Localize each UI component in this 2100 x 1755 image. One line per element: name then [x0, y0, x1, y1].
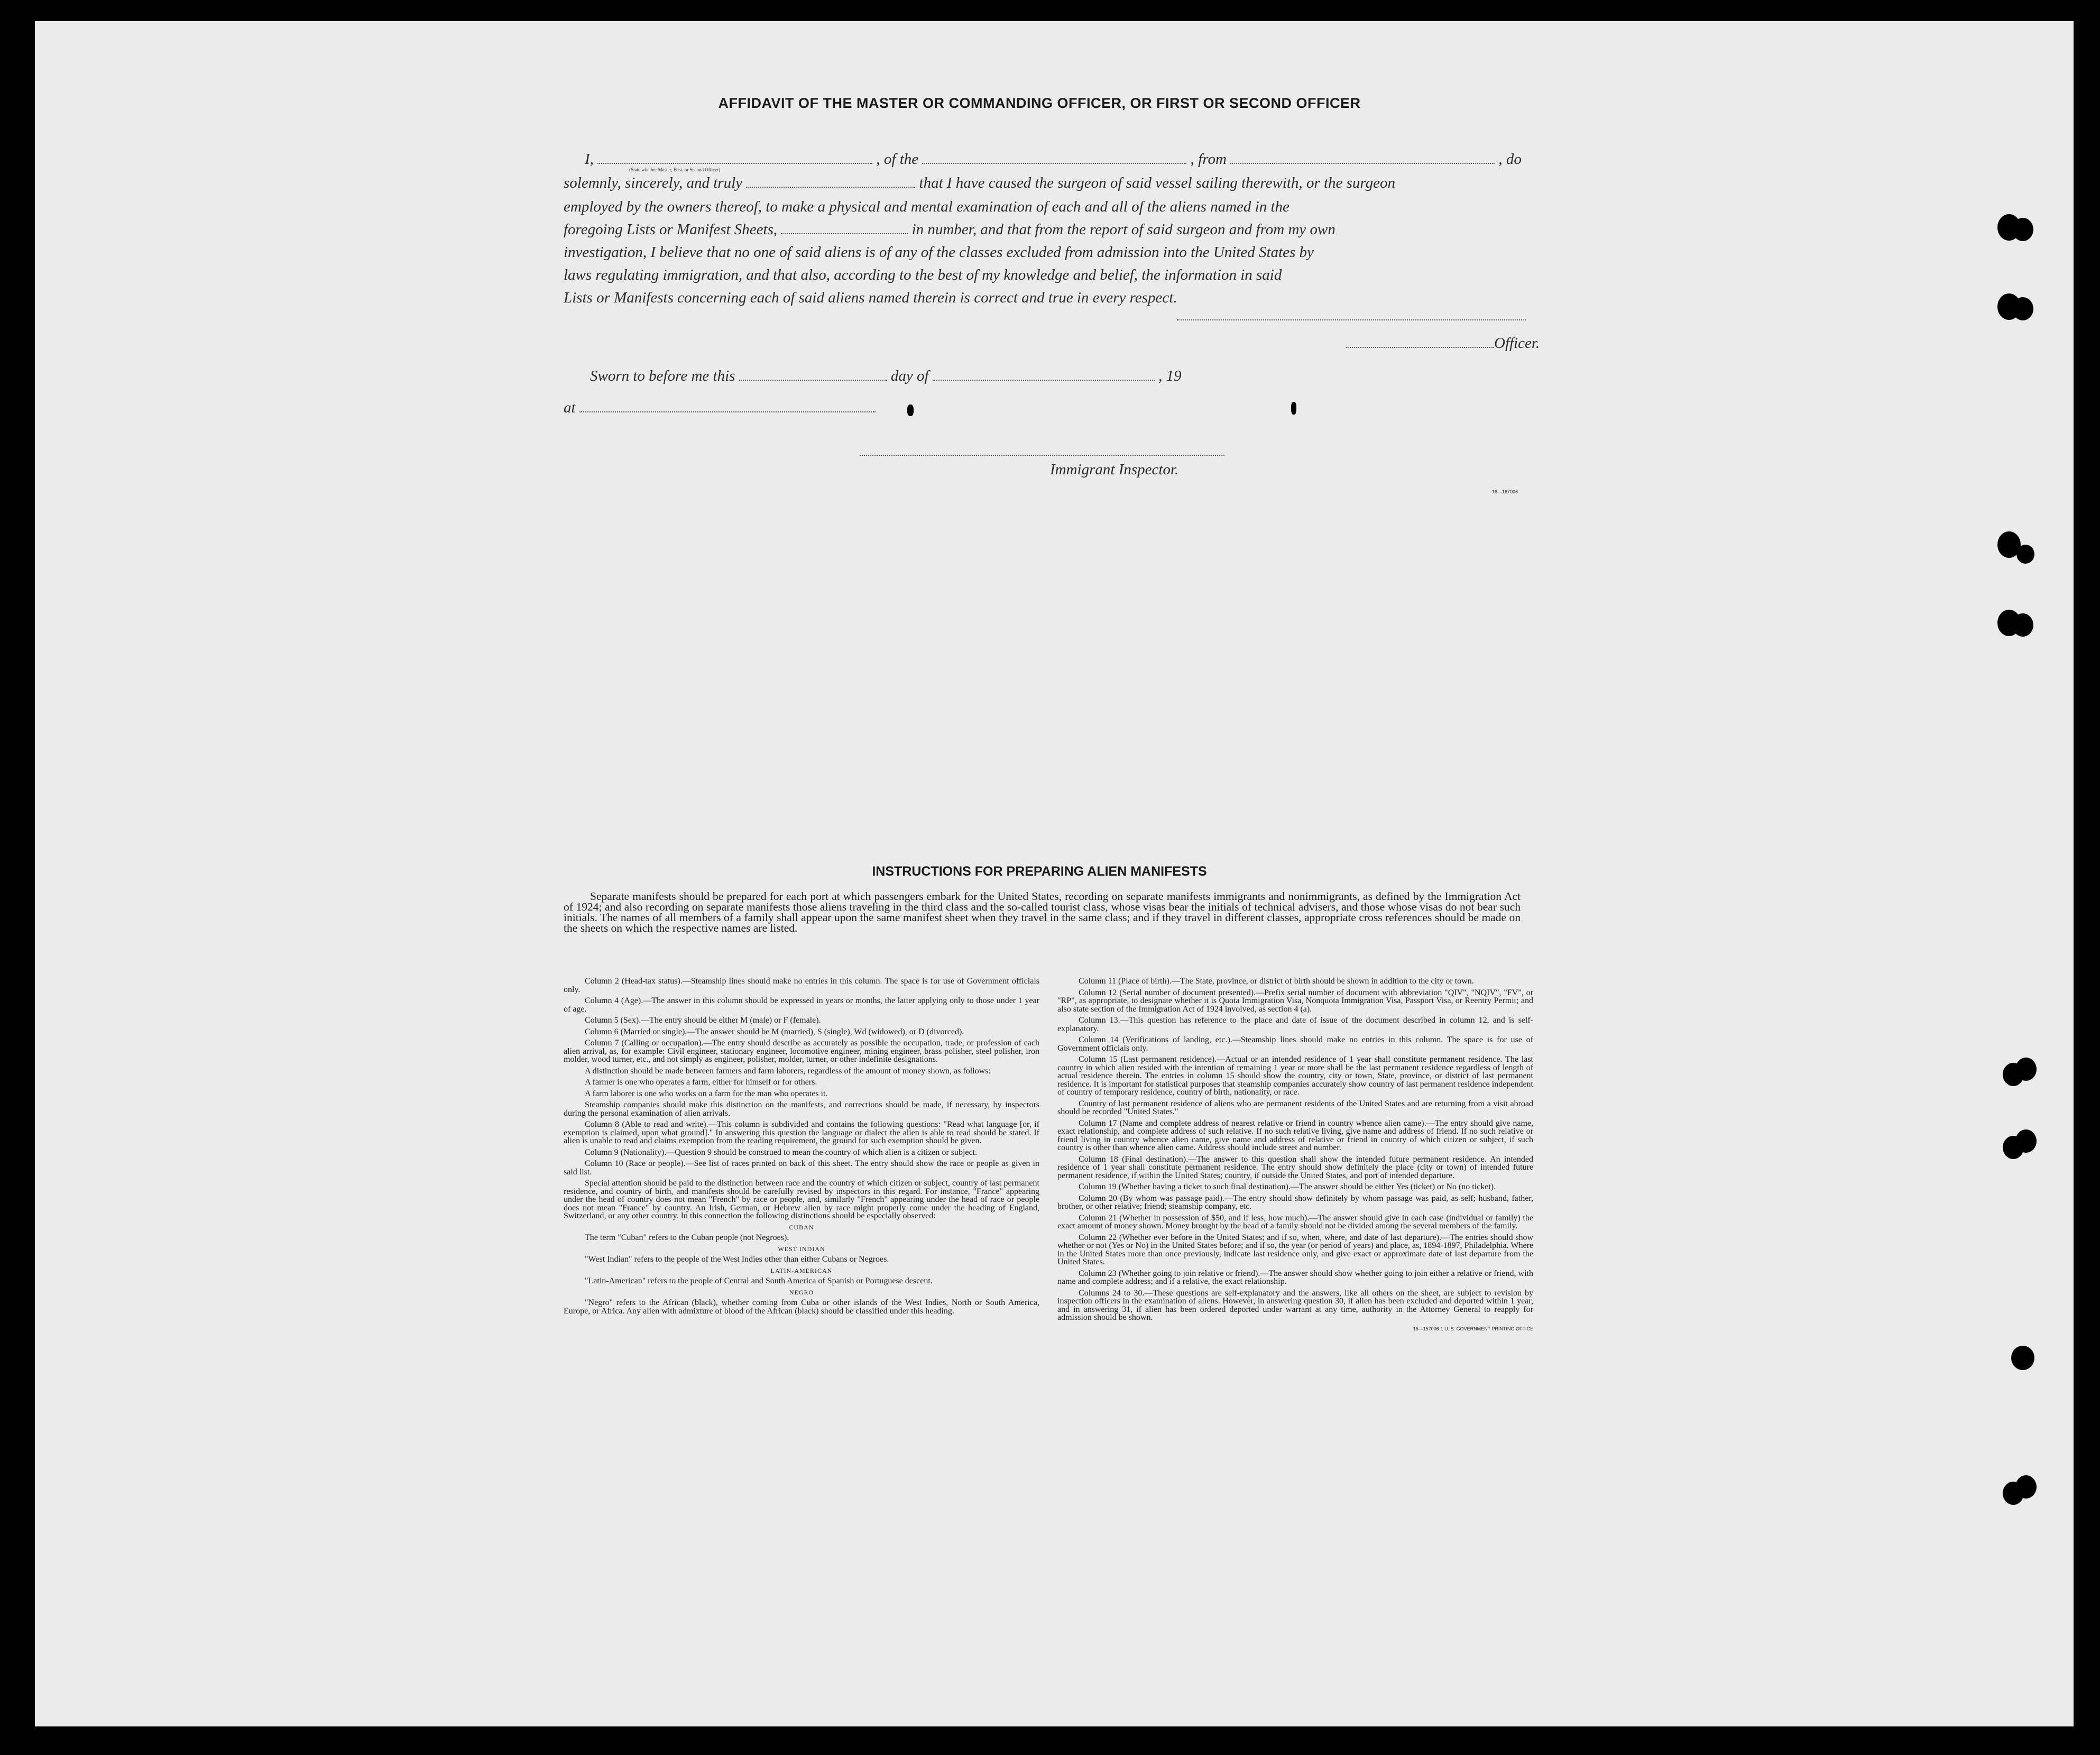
affidavit-do: , do [1498, 151, 1522, 168]
officer-label: Officer. [1494, 335, 1540, 352]
printer-imprint: 16—157006-1 U. S. GOVERNMENT PRINTING OFFICE [1413, 1326, 1533, 1331]
at-text: at [564, 399, 576, 416]
binding-hole [2011, 1346, 2034, 1370]
instructions-left-column [564, 977, 1039, 1318]
instruction-paragraph: Column 19 (Whether having a ticket to such final destination).—The answer should be either Yes (ticket) or No (no ticket). [1079, 1182, 1496, 1191]
cuban-definition: The term "Cuban" refers to the Cuban people (not Negroes). [585, 1233, 789, 1242]
instructions-right-column [1057, 977, 1533, 1336]
affidavit-i: I, [585, 151, 594, 168]
binding-hole [2012, 613, 2033, 637]
instruction-paragraph: Column 8 (Able to read and write).—This column is subdivided and contains the following questions: "Read what language [or, if exemption is claimed, upon what ground]." In answering this question the language or dialect the alien is able to read should be stated. If alien is unable to read and claims exemption from the reading requirement, the ground for such exemption should be given. [564, 1120, 1039, 1145]
ink-spot [1291, 402, 1296, 415]
instruction-paragraph: Column 2 (Head-tax status).—Steamship lines should make no entries in this column. The space is for use of Government officials only. [564, 977, 1039, 994]
instruction-paragraph: Column 17 (Name and complete address of nearest relative or friend in country whence alien came).—The entry should give name, exact relationship, and complete address of such relative. If no such relative living, give name and address of friend. If no such relative or friend living in country whence alien came, give name and address of relative or friend in country of which citizen or subject, if such country is other than whence alien came. Address should include street and number. [1057, 1118, 1533, 1152]
vessel-name-blank[interactable] [922, 162, 1186, 164]
instruction-paragraph: A farmer is one who operates a farm, either for himself or for others. [585, 1078, 817, 1087]
officer-signature-line[interactable] [1177, 319, 1526, 320]
affidavit-title: AFFIDAVIT OF THE MASTER OR COMMANDING OFFICER, OR FIRST OR SECOND OFFICER [718, 95, 1361, 111]
instruction-paragraph: A distinction should be made between farmers and farm laborers, regardless of the amount of money shown, as follows: [585, 1066, 991, 1076]
instruction-paragraph: Country of last permanent residence of aliens who are permanent residents of the United States and are returning from a visit abroad should be recorded "United States." [1057, 1099, 1533, 1116]
affidavit-text: that I have caused the surgeon of said vessel sailing therewith, or the surgeon [919, 174, 1396, 191]
affidavit-line-5: investigation, I believe that no one of said aliens is of any of the classes excluded from admission into the United States by [564, 244, 1314, 261]
negro-heading: NEGRO [789, 1288, 814, 1296]
instruction-paragraph: Column 21 (Whether in possession of $50, and if less, how much).—The answer should give in each case (individual or family) the exact amount of money shown. Money brought by the head of a family should not be divided among the several members of the family. [1057, 1213, 1533, 1230]
affidavit-line-1 [585, 151, 1522, 172]
at-line [564, 399, 876, 417]
instruction-paragraph: Special attention should be paid to the distinction between race and the country of which citizen or subject, country of last permanent residence, and country of birth, and manifests should be carefully revised by inspectors in this regard. For instance, "France" appearing under the head of country does not mean "French" by race or people, and, similarly "French" appearing under the head of race or people does not mean "France" by country. An Irish, German, or Hebrew alien by race might properly come under the heading of England, Switzerland, or any other country. In this connection the following distinctions should be especially observed: [564, 1179, 1039, 1220]
officer-line [1346, 335, 1540, 352]
sworn-month-blank[interactable] [933, 379, 1155, 381]
west-indian-definition: "West Indian" refers to the people of the West Indies other than either Cubans or Negroes. [585, 1255, 889, 1264]
inspector-label: Immigrant Inspector. [1050, 461, 1179, 478]
from-port-blank[interactable] [1230, 162, 1495, 164]
officer-blank[interactable] [1346, 346, 1494, 348]
instruction-paragraph: Column 12 (Serial number of document presented).—Prefix serial number of document with abbreviation "QIV", "NQIV", "FV", or "RP", as appropriate, to designate whether it is Quota Immigration Visa, Nonquota Immigration Visa, Passport Visa, or Reentry Permit; and also state section of the Immigration Act of 1924 involved, as section 4 (a). [1057, 988, 1533, 1014]
instruction-paragraph: Column 9 (Nationality).—Question 9 should be construed to mean the country of which alien is a citizen or subject. [585, 1147, 978, 1157]
instruction-paragraph: Steamship companies should make this distinction on the manifests, and corrections should be made, if necessary, by inspectors during the personal examination of alien arrivals. [564, 1100, 1039, 1118]
instruction-paragraph: Columns 24 to 30.—These questions are self-explanatory and the answers, like all others on the sheet, are subject to revision by inspection officers in the examination of aliens. However, in answering question 30, if alien has been excluded and deported within 1 year, and in answering 31, if alien has been ordered deported under warrant at any time, authority in the Attorney General to reapply for admission should be shown. [1057, 1288, 1533, 1322]
west-indian-heading: WEST INDIAN [778, 1245, 825, 1253]
binding-hole [2012, 218, 2033, 241]
day-of-text: day of [890, 367, 929, 384]
instruction-paragraph: Column 4 (Age).—The answer in this column should be expressed in years or months, the latter applying only to those under 1 year of age. [564, 996, 1039, 1014]
affidavit-line-7: Lists or Manifests concerning each of said aliens named therein is correct and true in every respect. [564, 289, 1177, 306]
instruction-paragraph: A farm laborer is one who works on a farm for the man who operates it. [585, 1089, 828, 1098]
instruction-paragraph: Column 14 (Verifications of landing, etc.).—Steamship lines should make no entries in this column. The space is for use of Government officials only. [1057, 1035, 1533, 1053]
cuban-heading: CUBAN [789, 1223, 814, 1231]
binding-hole [2016, 545, 2034, 564]
instruction-paragraph: Column 6 (Married or single).—The answer should be M (married), S (single), Wd (widowed), or D (divorced). [585, 1027, 964, 1036]
binding-hole [2015, 1058, 2037, 1081]
instruction-paragraph: Column 18 (Final destination).—The answer to this question shall show the intended future permanent residence. An intended residence of 1 year shall constitute permanent residence. The entry should show definitely the place (city or town) of intended future permanent residence, if within the United States; country, if outside the United States, and port of intended departure. [1057, 1154, 1533, 1180]
instructions-intro: Separate manifests should be prepared for each port at which passengers embark for the United States, recording on separate manifests immigrants and nonimmigrants, as defined by the Immigration Act of 1924; and also recording on separate manifests those aliens traveling in the third class and the so-called tourist class, whose visas bear the initials of technical advisers, and those whose visas do not bear such initials. The names of all members of a family shall appear upon the same manifest sheet when they travel in the same class; and if they travel in different classes, appropriate cross references should be made on the sheets on which the respective names are listed. [564, 890, 1521, 934]
year-text: , 19 [1158, 367, 1182, 384]
affidavit-of-the: , of the [876, 151, 919, 168]
affidavit-text: solemnly, sincerely, and truly [564, 174, 743, 191]
binding-hole [2012, 297, 2033, 320]
instruction-paragraph: Column 13.—This question has reference to the place and date of issue of the document described in column 12, and is self-explanatory. [1057, 1016, 1533, 1033]
affidavit-line-6: laws regulating immigration, and that also, according to the best of my knowledge and belief, the information in said [564, 267, 1282, 283]
binding-hole [2015, 1129, 2037, 1153]
instruction-paragraph: Column 7 (Calling or occupation).—The entry should describe as accurately as possible the occupation, trade, or profession of each alien arrival, as, for example: Civil engineer, stationary engineer, locomotive engineer, mining engineer, brass polisher, steel polisher, iron molder, wood turner, etc., and not simply as engineer, polisher, molder, turner, or other indefinite designations. [564, 1039, 1039, 1064]
latin-american-heading: LATIN-AMERICAN [770, 1266, 833, 1274]
sworn-text: Sworn to before me this [590, 367, 735, 384]
negro-definition: "Negro" refers to the African (black), whether coming from Cuba or other islands of the West Indies, North or South America, Europe, or Africa. Any alien with admixture of blood of the African (black) should be classified under this heading. [564, 1298, 1039, 1316]
latin-american-definition: "Latin-American" refers to the people of Central and South America of Spanish or Portuguese descent. [585, 1276, 933, 1285]
at-place-blank[interactable] [579, 410, 876, 412]
instruction-paragraph: Column 5 (Sex).—The entry should be either M (male) or F (female). [585, 1016, 821, 1025]
instruction-paragraph: Column 10 (Race or people).—See list of races printed on back of this sheet. The entry should show the race or people as given in said list. [564, 1159, 1039, 1177]
instruction-paragraph: Column 11 (Place of birth).—The State, province, or district of birth should be shown in addition to the city or town. [1079, 977, 1474, 986]
instruction-paragraph: Column 22 (Whether ever before in the United States; and if so, when, where, and date of last departure).—The entries should show whether or not (Yes or No) in the United States before; and if so, the year (or period of years) and place, as, 1894-1897, Philadelphia. Where in the United States more than once previously, indicate last residence only, and give exact or approximate date of last departure from the United States. [1057, 1233, 1533, 1266]
instruction-paragraph: Column 15 (Last permanent residence).—Actual or an intended residence of 1 year shall constitute permanent residence. The last country in which alien resided with the intention of remaining 1 year or more shall be the last permanent residence regardless of length of actual residence therein. The entries in column 15 should show the country, city or town, State, province, or district of last permanent residence. It is important for statistical purposes that steamship companies accurately show country of last permanent residence independent of country of temporary residence, country of birth, nationality, or race. [1057, 1055, 1533, 1097]
affidavit-line-3: employed by the owners thereof, to make a physical and mental examination of each and all of the aliens named in the [564, 198, 1290, 215]
affidavit-line-4 [564, 221, 1335, 238]
affidavit-text: in number, and that from the report of said surgeon and from my own [911, 221, 1335, 238]
inspector-signature-line[interactable] [860, 455, 1224, 456]
sworn-line [590, 367, 1182, 385]
form-code: 16—167006 [1492, 489, 1518, 494]
instructions-title: INSTRUCTIONS FOR PREPARING ALIEN MANIFESTS [872, 864, 1207, 879]
binding-hole [2015, 1475, 2037, 1499]
sworn-day-blank[interactable] [739, 379, 887, 381]
manifest-sheet [35, 21, 2074, 1726]
affidavit-from: , from [1190, 151, 1227, 168]
ink-spot [907, 405, 914, 416]
affidavit-line-2 [564, 174, 1395, 192]
officer-rank-blank[interactable] [597, 162, 872, 172]
officer-rank-note: (State whether Master, First, or Second Officer) [629, 167, 721, 172]
instruction-paragraph: Column 20 (By whom was passage paid).—The entry should show definitely by whom passage was paid, as self; husband, father, brother, or other relative; friend; steamship company, etc. [1057, 1193, 1533, 1211]
date-blank[interactable] [746, 186, 915, 188]
instruction-paragraph: Column 23 (Whether going to join relative or friend).—The answer should show whether going to join either a relative or friend, with name and complete address; and if a relative, the exact relationship. [1057, 1269, 1533, 1286]
affidavit-text: foregoing Lists or Manifest Sheets, [564, 221, 778, 238]
alien-count-blank[interactable] [781, 232, 908, 234]
